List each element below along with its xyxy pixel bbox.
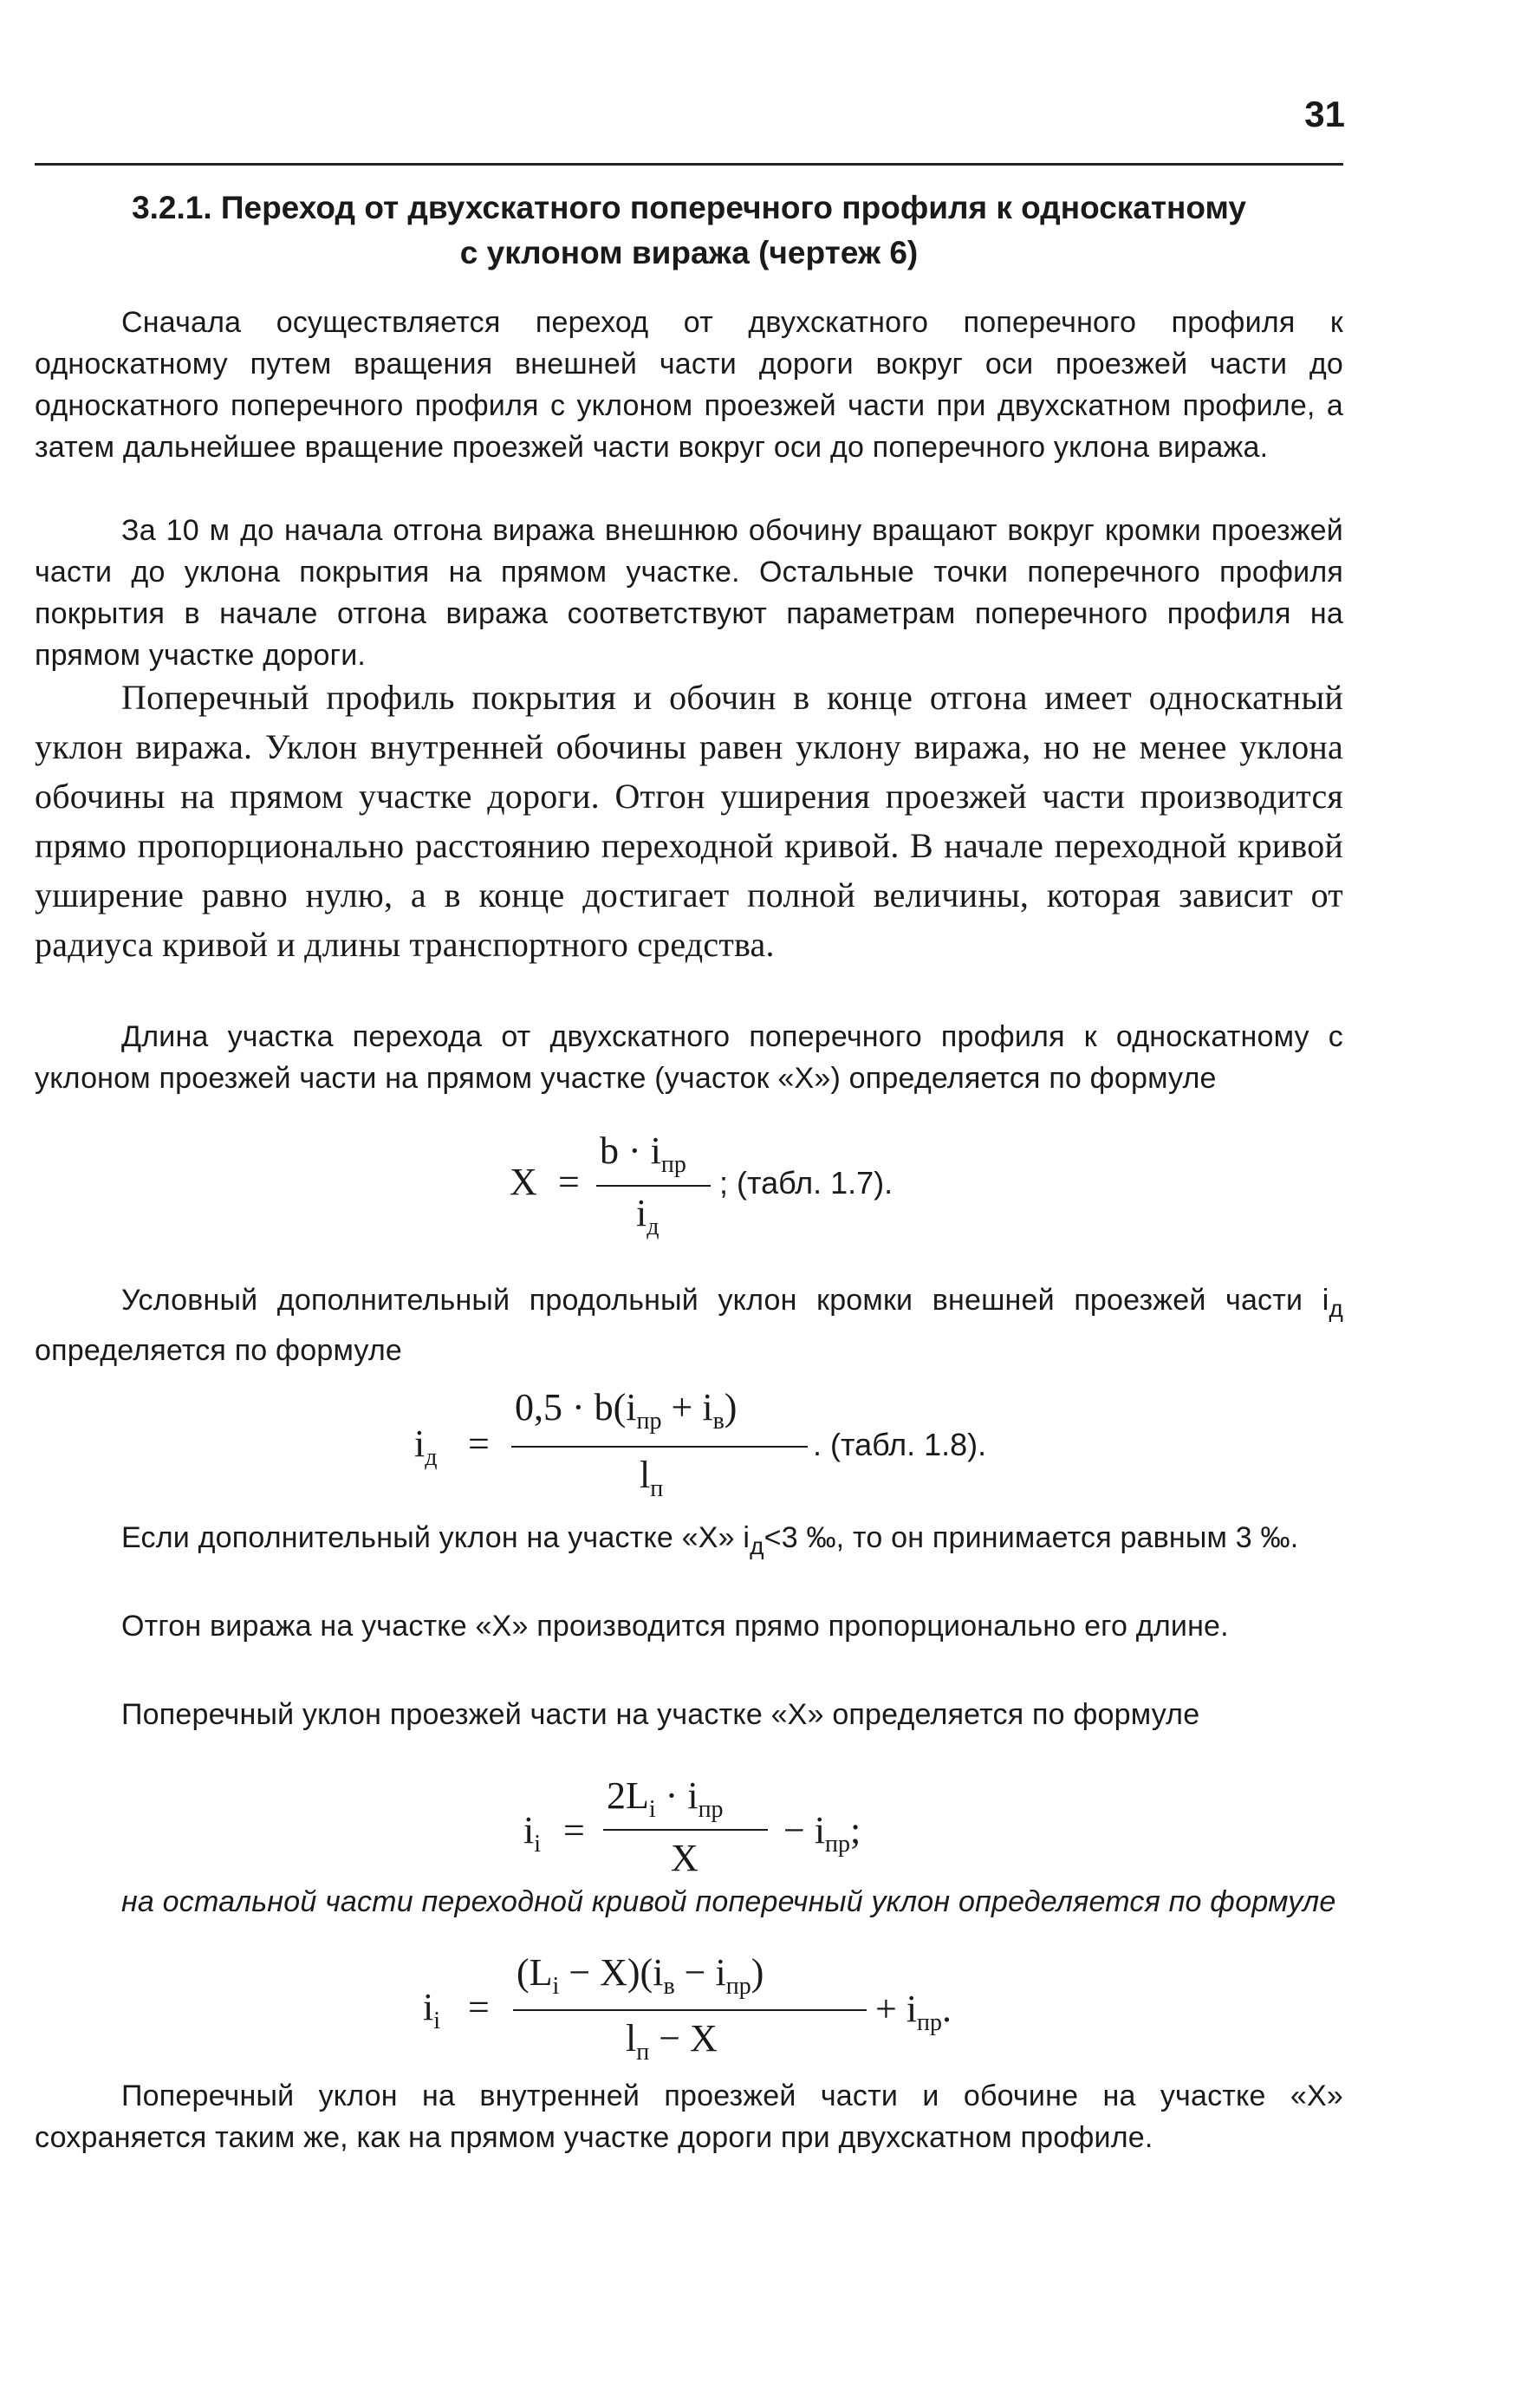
formula-3-numerator: $2L_i \cdot i_{пр}$ (607, 1774, 724, 1823)
formula-1-equals: = (558, 1161, 580, 1203)
formula-3-lhs: $i_i$ (523, 1809, 542, 1858)
formula-3-fraction-bar (603, 1829, 768, 1831)
formula-1-denominator: $i_д$ (636, 1192, 660, 1240)
section-title-line-1: 3.2.1. Переход от двухскатного поперечного профиля к односкатному (132, 190, 1246, 225)
paragraph-1: Сначала осуществляется переход от двухскатного поперечного профиля к односкатному путем вращения внешней части дороги вокруг оси проезжей части до односкатного поперечного профиля с уклоном проезжей части при двухскатном профиле, а затем дальнейшее вращение проезжей части вокруг оси до поперечного уклона виража. (35, 306, 1343, 464)
section-title-line-2: с уклоном виража (чертеж 6) (459, 235, 919, 270)
formula-1-reference: ; (табл. 1.7). (719, 1165, 893, 1201)
formula-4-denominator: $l_п - X$ (626, 2017, 718, 2066)
formula-4-fraction-bar (513, 2009, 867, 2011)
formula-1-numerator: $b \cdot i_{пр}$ (600, 1129, 686, 1178)
paragraph-5: Условный дополнительный продольный уклон кромки внешней проезжей части $i_д$ определяется по формуле (35, 1284, 1343, 1367)
paragraph-6: Если дополнительный уклон на участке «X» $i_д<3$ ‰, то он принимается равным 3 ‰. (121, 1521, 1299, 1559)
formula-1-lhs: X (510, 1161, 537, 1203)
formula-4-tail: + $i_{пр}$. (875, 1988, 952, 2036)
formula-2-equals: = (468, 1422, 490, 1465)
paragraph-7: Отгон виража на участке «X» производится прямо пропорционально его длине. (121, 1610, 1229, 1643)
formula-3-equals: = (563, 1809, 585, 1852)
formula-4-equals: = (468, 1986, 490, 2028)
formula-2-reference: . (табл. 1.8). (813, 1427, 987, 1462)
formula-2-fraction-bar (511, 1446, 808, 1448)
formula-2-numerator: $0,5 \cdot b(i_{пр} + i_в)$ (515, 1386, 738, 1435)
formula-4-lhs: $i_i$ (423, 1986, 441, 2034)
page-number: 31 (1304, 94, 1345, 134)
paragraph-2: За 10 м до начала отгона виража внешнюю обочину вращают вокруг кромки проезжей части до уклона покрытия на прямом участке. Остальные точки поперечного профиля покрытия в начале отгона виража соответствуют параметрам поперечного профиля на прямом участке дороги. (35, 514, 1343, 672)
formula-1-fraction-bar (596, 1185, 711, 1187)
header-rule (35, 163, 1343, 166)
paragraph-8: Поперечный уклон проезжей части на участке «X» определяется по формуле (121, 1698, 1200, 1731)
paragraph-3: Поперечный профиль покрытия и обочин в конце отгона имеет односкатный уклон виража. Уклон внутренней обочины равен уклону виража, но не менее уклона обочины на прямом участке дороги. Отгон уширения проезжей части производится прямо пропорционально расстоянию переходной кривой. В начале переходной кривой уширение равно нулю, а в конце достигает полной величины, которая зависит от радиуса кривой и длины транспортного средства. (35, 678, 1343, 964)
formula-2-denominator: $l_п$ (640, 1454, 664, 1502)
paragraph-4: Длина участка перехода от двухскатного поперечного профиля к односкатному с уклоном проезжей части на прямом участке (участок «X») определяется по формуле (35, 1020, 1343, 1095)
paragraph-9: на остальной части переходной кривой поперечный уклон определяется по формуле (121, 1885, 1336, 1918)
formula-3-denominator: X (671, 1837, 699, 1879)
formula-4-numerator: $(L_i - X)(i_в - i_{пр})$ (517, 1951, 764, 2000)
formula-3-tail: − $i_{пр}$; (783, 1809, 861, 1858)
paragraph-10: Поперечный уклон на внутренней проезжей части и обочине на участке «X» сохраняется таким же, как на прямом участке дороги при двухскатном профиле. (35, 2079, 1343, 2154)
formula-2-lhs: $i_д$ (414, 1422, 438, 1471)
